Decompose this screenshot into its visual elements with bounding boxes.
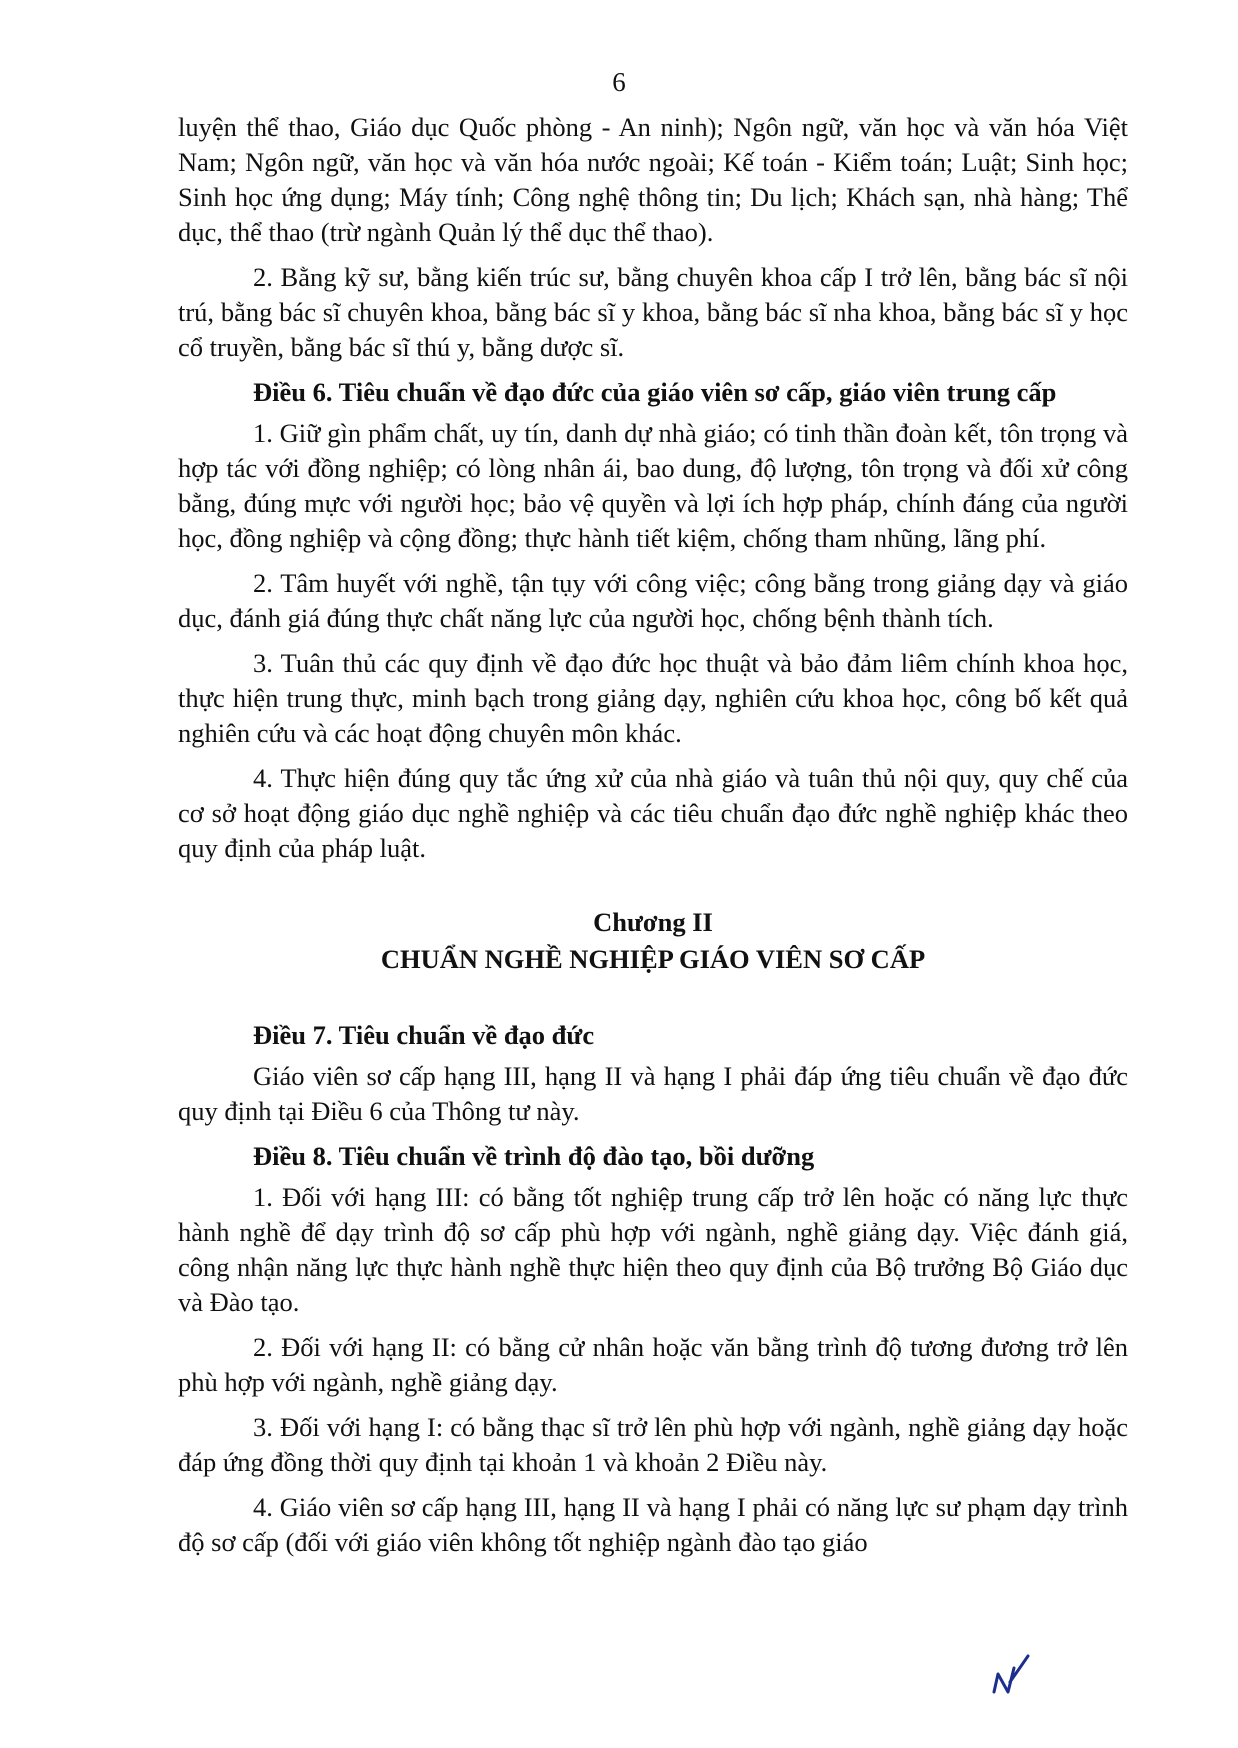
initials-signature-icon <box>988 1652 1036 1700</box>
article-8-item-3: 3. Đối với hạng I: có bằng thạc sĩ trở lên phù hợp với ngành, nghề giảng dạy hoặc đáp ứng đồng thời quy định tại khoản 1 và khoản 2 Điều này. <box>178 1412 1128 1477</box>
article-7-body: Giáo viên sơ cấp hạng III, hạng II và hạng I phải đáp ứng tiêu chuẩn về đạo đức quy định tại Điều 6 của Thông tư này. <box>178 1061 1128 1126</box>
article-6-item-4: 4. Thực hiện đúng quy tắc ứng xử của nhà giáo và tuân thủ nội quy, quy chế của cơ sở hoạt động giáo dục nghề nghiệp và các tiêu chuẩn đạo đức nghề nghiệp khác theo quy định của pháp luật. <box>178 763 1128 863</box>
chapter-number: Chương II <box>593 907 713 937</box>
article-6-heading: Điều 6. Tiêu chuẩn về đạo đức của giáo viên sơ cấp, giáo viên trung cấp <box>253 377 1057 407</box>
article-8-item-4: 4. Giáo viên sơ cấp hạng III, hạng II và hạng I phải có năng lực sư phạm dạy trình độ sơ cấp (đối với giáo viên không tốt nghiệp ngành đào tạo giáo <box>178 1492 1128 1557</box>
page-number: 6 <box>612 67 626 97</box>
article-8-heading: Điều 8. Tiêu chuẩn về trình độ đào tạo, bồi dưỡng <box>253 1141 815 1171</box>
paragraph-continued: luyện thể thao, Giáo dục Quốc phòng - An ninh); Ngôn ngữ, văn học và văn hóa Việt Nam; Ngôn ngữ, văn học và văn hóa nước ngoài; Kế toán - Kiểm toán; Luật; Sinh học; Sinh học ứng dụng; Máy tính; Công nghệ thông tin; Du lịch; Khách sạn, nhà hàng; Thể dục, thể thao (trừ ngành Quản lý thể dục thể thao). <box>178 112 1128 247</box>
article-6-item-2: 2. Tâm huyết với nghề, tận tụy với công việc; công bằng trong giảng dạy và giáo dục, đánh giá đúng thực chất năng lực của người học, chống bệnh thành tích. <box>178 568 1128 633</box>
document-body <box>178 110 1128 1570</box>
article-8-item-1: 1. Đối với hạng III: có bằng tốt nghiệp trung cấp trở lên hoặc có năng lực thực hành nghề để dạy trình độ sơ cấp phù hợp với ngành, nghề giảng dạy. Việc đánh giá, công nhận năng lực thực hành nghề thực hiện theo quy định của Bộ trưởng Bộ Giáo dục và Đào tạo. <box>178 1182 1128 1317</box>
paragraph-degrees: 2. Bằng kỹ sư, bằng kiến trúc sư, bằng chuyên khoa cấp I trở lên, bằng bác sĩ nội trú, bằng bác sĩ chuyên khoa, bằng bác sĩ y khoa, bằng bác sĩ nha khoa, bằng bác sĩ y học cổ truyền, bằng bác sĩ thú y, bằng dược sĩ. <box>178 262 1128 362</box>
article-6-item-3: 3. Tuân thủ các quy định về đạo đức học thuật và bảo đảm liêm chính khoa học, thực hiện trung thực, minh bạch trong giảng dạy, nghiên cứu khoa học, công bố kết quả nghiên cứu và các hoạt động chuyên môn khác. <box>178 648 1128 748</box>
article-6-item-1: 1. Giữ gìn phẩm chất, uy tín, danh dự nhà giáo; có tinh thần đoàn kết, tôn trọng và hợp tác với đồng nghiệp; có lòng nhân ái, bao dung, độ lượng, tôn trọng và đối xử công bằng, đúng mực với người học; bảo vệ quyền và lợi ích hợp pháp, chính đáng của người học, đồng nghiệp và cộng đồng; thực hành tiết kiệm, chống tham nhũng, lãng phí. <box>178 418 1128 553</box>
chapter-header <box>178 904 1128 978</box>
chapter-title: CHUẨN NGHỀ NGHIỆP GIÁO VIÊN SƠ CẤP <box>380 944 926 974</box>
article-8-item-2: 2. Đối với hạng II: có bằng cử nhân hoặc văn bằng trình độ tương đương trở lên phù hợp với ngành, nghề giảng dạy. <box>178 1332 1128 1397</box>
article-7-heading: Điều 7. Tiêu chuẩn về đạo đức <box>253 1020 595 1050</box>
